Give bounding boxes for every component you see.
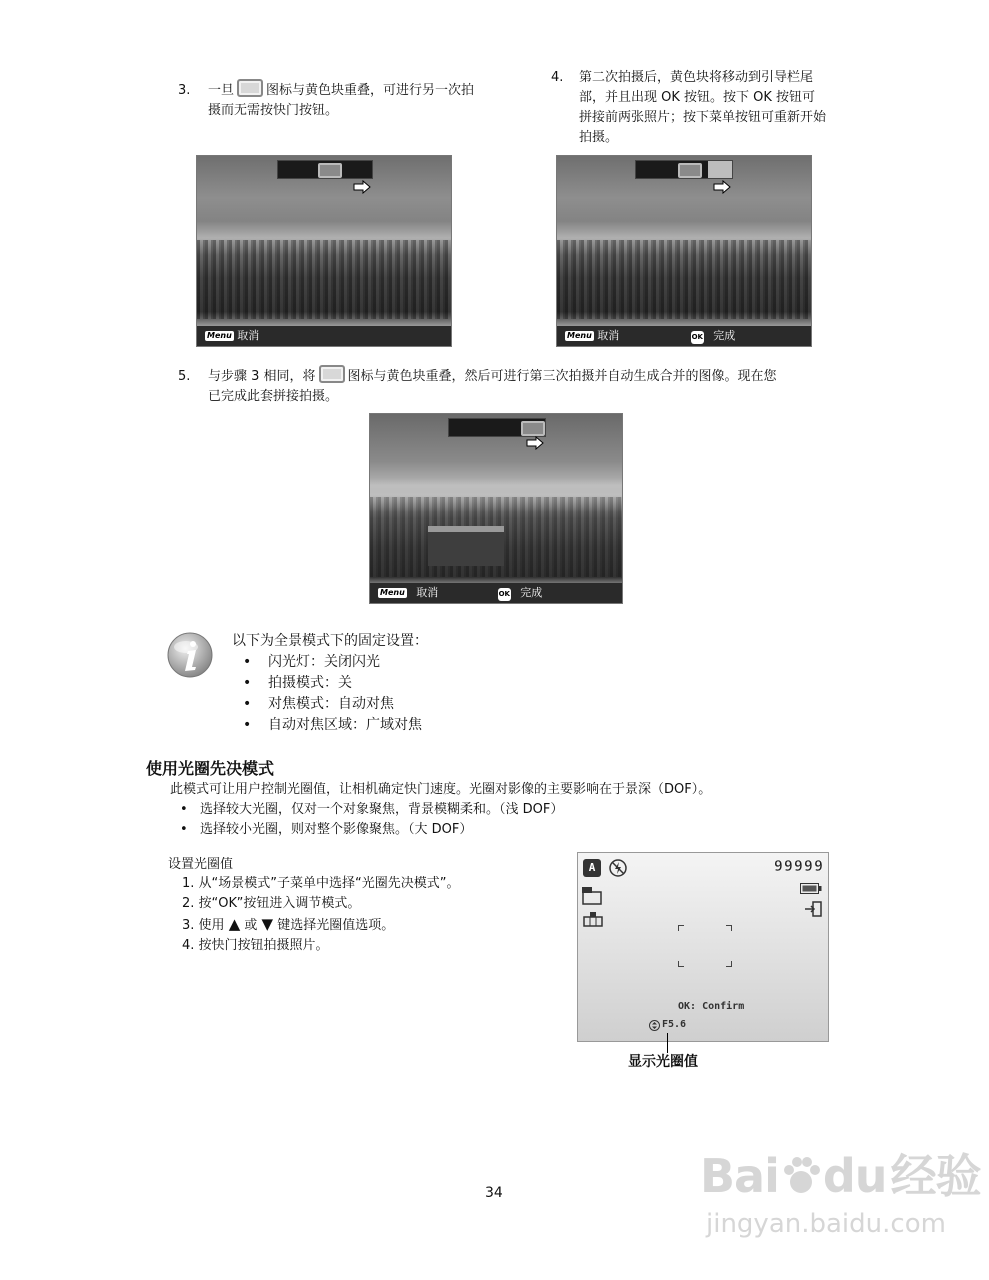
right-arrow-icon: [713, 180, 731, 194]
aperture-value: F5.6: [662, 1019, 687, 1030]
aperture-mode-badge: A: [583, 859, 601, 877]
list-item: • 拍摄模式：关: [243, 675, 352, 691]
image-size-icon: [582, 887, 604, 905]
up-arrow-icon: ▲: [228, 915, 241, 933]
list-item: 1. 从“场景模式”子菜单中选择“光圈先决模式”。: [182, 876, 460, 891]
photo-bottom-bar: [557, 326, 811, 346]
ok-confirm-hint: OK: Confirm: [678, 1001, 745, 1012]
callout-line: [667, 1033, 668, 1053]
list-item: • 选择较小光圈，则对整个影像聚焦。（大 DOF）: [180, 822, 473, 837]
yellow-block: [318, 163, 342, 178]
done-label: 完成: [520, 586, 543, 599]
right-arrow-icon: [526, 436, 544, 450]
menu-button-icon: Menu: [567, 331, 592, 340]
lcd-caption: 显示光圈值: [628, 1054, 698, 1070]
section-desc: 此模式可让用户控制光圈值，让相机确定快门速度。光圈对影像的主要影响在于景深（DOF）。: [170, 782, 712, 797]
done-label: 完成: [713, 329, 736, 342]
down-arrow-icon: ▼: [261, 915, 274, 933]
step5-number: 5.: [178, 369, 191, 384]
list-item: • 闪光灯：关闭闪光: [243, 654, 380, 670]
ok-button-icon: OK: [498, 588, 511, 601]
shots-remaining: 99999: [773, 857, 824, 875]
exit-icon: [804, 901, 822, 917]
quality-icon: [583, 911, 603, 927]
panorama-photo-2: [556, 155, 812, 347]
camera-lcd-screen: [577, 852, 829, 1042]
step5-text: 5. 与步骤 3 相同，将 图标与黄色块重叠，然后可进行第三次拍摄并自动生成合并的图像。现在您 已完成此套拼接拍摄。: [178, 365, 878, 407]
list-item: 4. 按快门按钮拍摄照片。: [182, 938, 329, 953]
barn-shape: [428, 526, 504, 566]
list-item: 3. 使用 ▲ 或 ▼ 键选择光圈值选项。: [182, 915, 395, 933]
step4-number: 4.: [551, 70, 564, 85]
list-item: • 选择较大光圈，仅对一个对象聚焦，背景模糊柔和。（浅 DOF）: [180, 802, 564, 817]
stitch-frame-icon: [237, 79, 263, 97]
panorama-photo-3: [369, 413, 623, 604]
procedure-title: 设置光圈值: [168, 857, 234, 872]
yellow-block: [521, 421, 545, 436]
right-arrow-icon: [353, 180, 371, 194]
cancel-label: 取消: [237, 329, 260, 342]
info-note-icon: [166, 631, 214, 679]
ok-button-icon: OK: [691, 331, 704, 344]
page-number: 34: [485, 1185, 503, 1201]
step3-text: 3. 一旦 图标与黄色块重叠，可进行另一次拍 摄而无需按快门按钮。: [178, 79, 518, 121]
focus-frame-corner: [678, 961, 684, 967]
paw-icon: [779, 1154, 823, 1198]
procedure-steps: [182, 874, 459, 956]
list-item: 2. 按“OK”按钮进入调节模式。: [182, 896, 361, 911]
baidu-watermark: Bai du经验: [700, 1149, 981, 1203]
section-title: 使用光圈先决模式: [146, 759, 275, 778]
baidu-watermark-url: jingyan.baidu.com: [706, 1209, 946, 1239]
focus-frame-corner: [678, 925, 684, 931]
cancel-label: 取消: [597, 329, 620, 342]
yellow-block: [678, 163, 702, 178]
photo-bottom-bar: [197, 326, 451, 346]
battery-icon: [800, 883, 822, 894]
note-intro: 以下为全景模式下的固定设置：: [232, 633, 428, 649]
cancel-label: 取消: [416, 586, 439, 599]
guide-bar: [448, 418, 546, 437]
guide-bar: [635, 160, 733, 179]
adjust-arrows-icon: [649, 1020, 660, 1031]
focus-frame-corner: [726, 925, 732, 931]
list-item: • 自动对焦区域：广域对焦: [243, 717, 422, 733]
section-bullets: [180, 800, 563, 840]
panorama-photo-1: [196, 155, 452, 347]
note-list: [243, 652, 422, 736]
stitch-frame-icon: [319, 365, 345, 383]
menu-button-icon: Menu: [380, 588, 405, 597]
step4-text: 4. 第二次拍摄后，黄色块将移动到引导栏尾 部，并且出现 OK 按钮。按下 OK 按钮可 拼接前两张照片；按下菜单按钮可重新开始 拍摄。: [551, 70, 827, 145]
step3-number: 3.: [178, 83, 191, 98]
menu-button-icon: Menu: [207, 331, 232, 340]
list-item: • 对焦模式：自动对焦: [243, 696, 394, 712]
flash-off-icon: [609, 859, 627, 877]
guide-bar: [277, 160, 373, 179]
focus-frame-corner: [726, 961, 732, 967]
photo-bottom-bar: [370, 583, 622, 603]
